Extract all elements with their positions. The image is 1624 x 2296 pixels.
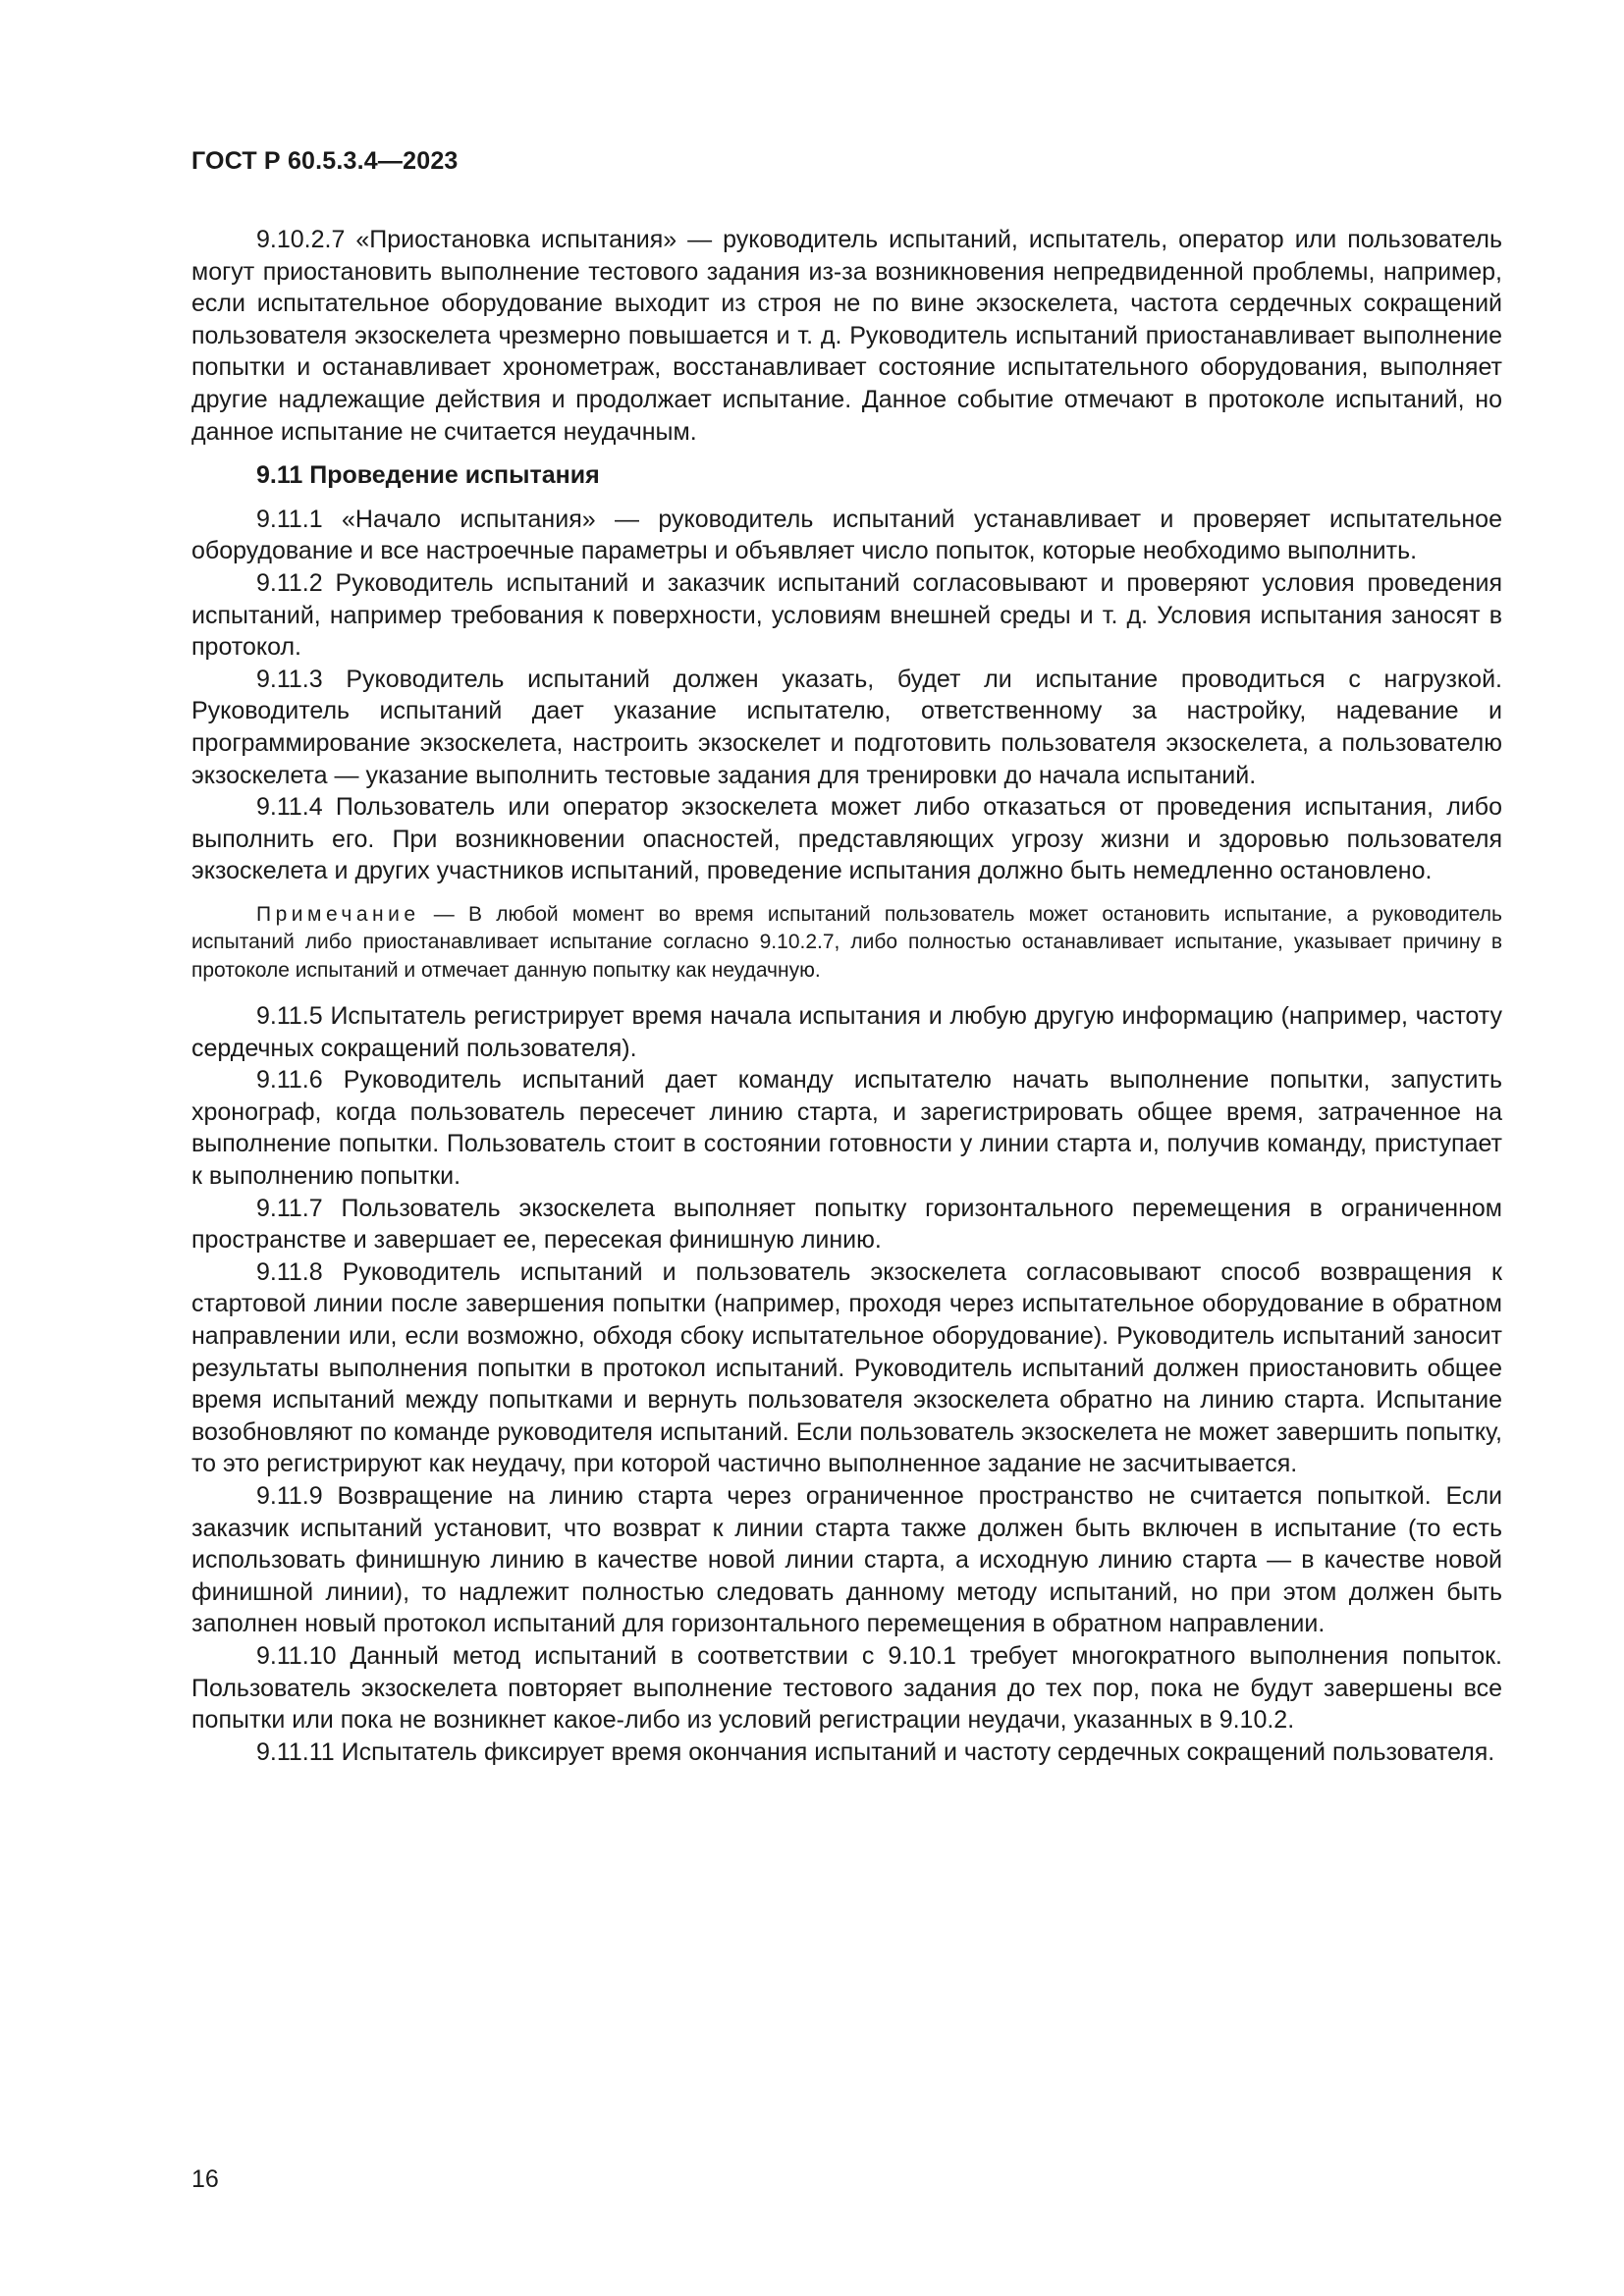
paragraph-9-11-4: 9.11.4 Пользователь или оператор экзоскелета может либо отказаться от проведения испытания, либо выполнить его. При возникновении опасностей, представляющих угрозу жизни и здоровью пользователя экзоскелета и других участников испытаний, проведение испытания должно быть немедленно остановлено.	[191, 793, 1502, 885]
paragraph-9-11-10: 9.11.10 Данный метод испытаний в соответствии с 9.10.1 требует многократного выполнения попыток. Пользователь экзоскелета повторяет выполнение тестового задания до тех пор, пока не будут завершены все попытки или пока не возникнет какое-либо из условий регистрации неудачи, указанных в 9.10.2.	[191, 1641, 1502, 1735]
paragraph-9-11-5: 9.11.5 Испытатель регистрирует время начала испытания и любую другую информацию (например, частоту сердечных сокращений пользователя).	[191, 1002, 1502, 1062]
note-label: Примечание	[256, 902, 420, 926]
document-header: ГОСТ Р 60.5.3.4—2023	[191, 147, 459, 175]
document-body	[191, 224, 1502, 1768]
paragraph-9-11-6: 9.11.6 Руководитель испытаний дает команду испытателю начать выполнение попытки, запустить хронограф, когда пользователь пересечет линию старта, и зарегистрировать общее время, затраченное на выполнение попытки. Пользователь стоит в состоянии готовности у линии старта и, получив команду, приступает к выполнению попытки.	[191, 1066, 1502, 1191]
note-text: — В любой момент во время испытаний пользователь может остановить испытание, а руководитель испытаний либо приостанавливает испытание согласно 9.10.2.7, либо полностью останавливает испытание, указывает причину в протоколе испытаний и отмечает данную попытку как неудачную.	[191, 902, 1502, 982]
paragraph-9-11-9: 9.11.9 Возвращение на линию старта через ограниченное пространство не считается попыткой. Если заказчик испытаний установит, что возврат к линии старта также должен быть включен в испытание (то есть использовать финишную линию в качестве новой линии старта, а исходную линию старта — в качестве новой финишной линии), то надлежит полностью следовать данному методу испытаний, но при этом должен быть заполнен новый протокол испытаний для горизонтального перемещения в обратном направлении.	[191, 1482, 1502, 1638]
paragraph-9-11-8: 9.11.8 Руководитель испытаний и пользователь экзоскелета согласовывают способ возвращения к стартовой линии после завершения попытки (например, проходя через испытательное оборудование в обратном направлении или, если возможно, обходя сбоку испытательное оборудование). Руководитель испытаний заносит результаты выполнения попытки в протокол испытаний. Руководитель испытаний должен приостановить общее время испытаний между попытками и вернуть пользователя экзоскелета обратно на линию старта. Испытание возобновляют по команде руководителя испытаний. Если пользователь экзоскелета не может завершить попытку, то это регистрируют как неудачу, при которой частично выполненное задание не засчитывается.	[191, 1257, 1502, 1478]
note-block	[191, 901, 1502, 985]
paragraph-9-11-7: 9.11.7 Пользователь экзоскелета выполняет попытку горизонтального перемещения в ограниченном пространстве и завершает ее, пересекая финишную линию.	[191, 1194, 1502, 1255]
page-number: 16	[191, 2165, 219, 2193]
section-heading-9-11: 9.11 Проведение испытания	[256, 461, 600, 490]
paragraph-9-11-11: 9.11.11 Испытатель фиксирует время окончания испытаний и частоту сердечных сокращений пользователя.	[256, 1737, 1495, 1766]
paragraph-9-11-1: 9.11.1 «Начало испытания» — руководитель испытаний устанавливает и проверяет испытательное оборудование и все настроечные параметры и объявляет число попыток, которые необходимо выполнить.	[191, 505, 1502, 565]
paragraph-9-11-3: 9.11.3 Руководитель испытаний должен указать, будет ли испытание проводиться с нагрузкой. Руководитель испытаний дает указание испытателю, ответственному за настройку, надевание и программирование экзоскелета, настроить экзоскелет и подготовить пользователя экзоскелета, а пользователю экзоскелета — указание выполнить тестовые задания для тренировки до начала испытаний.	[191, 665, 1502, 789]
paragraph-9-10-2-7: 9.10.2.7 «Приостановка испытания» — руководитель испытаний, испытатель, оператор или пользователь могут приостановить выполнение тестового задания из-за возникновения непредвиденной проблемы, например, если испытательное оборудование выходит из строя не по вине экзоскелета, частота сердечных сокращений пользователя экзоскелета чрезмерно повышается и т. д. Руководитель испытаний приостанавливает выполнение попытки и останавливает хронометраж, восстанавливает состояние испытательного оборудования, выполняет другие надлежащие действия и продолжает испытание. Данное событие отмечают в протоколе испытаний, но данное испытание не считается неудачным.	[191, 226, 1502, 446]
paragraph-9-11-2: 9.11.2 Руководитель испытаний и заказчик испытаний согласовывают и проверяют условия проведения испытаний, например требования к поверхности, условиям внешней среды и т. д. Условия испытания заносят в протокол.	[191, 568, 1502, 662]
